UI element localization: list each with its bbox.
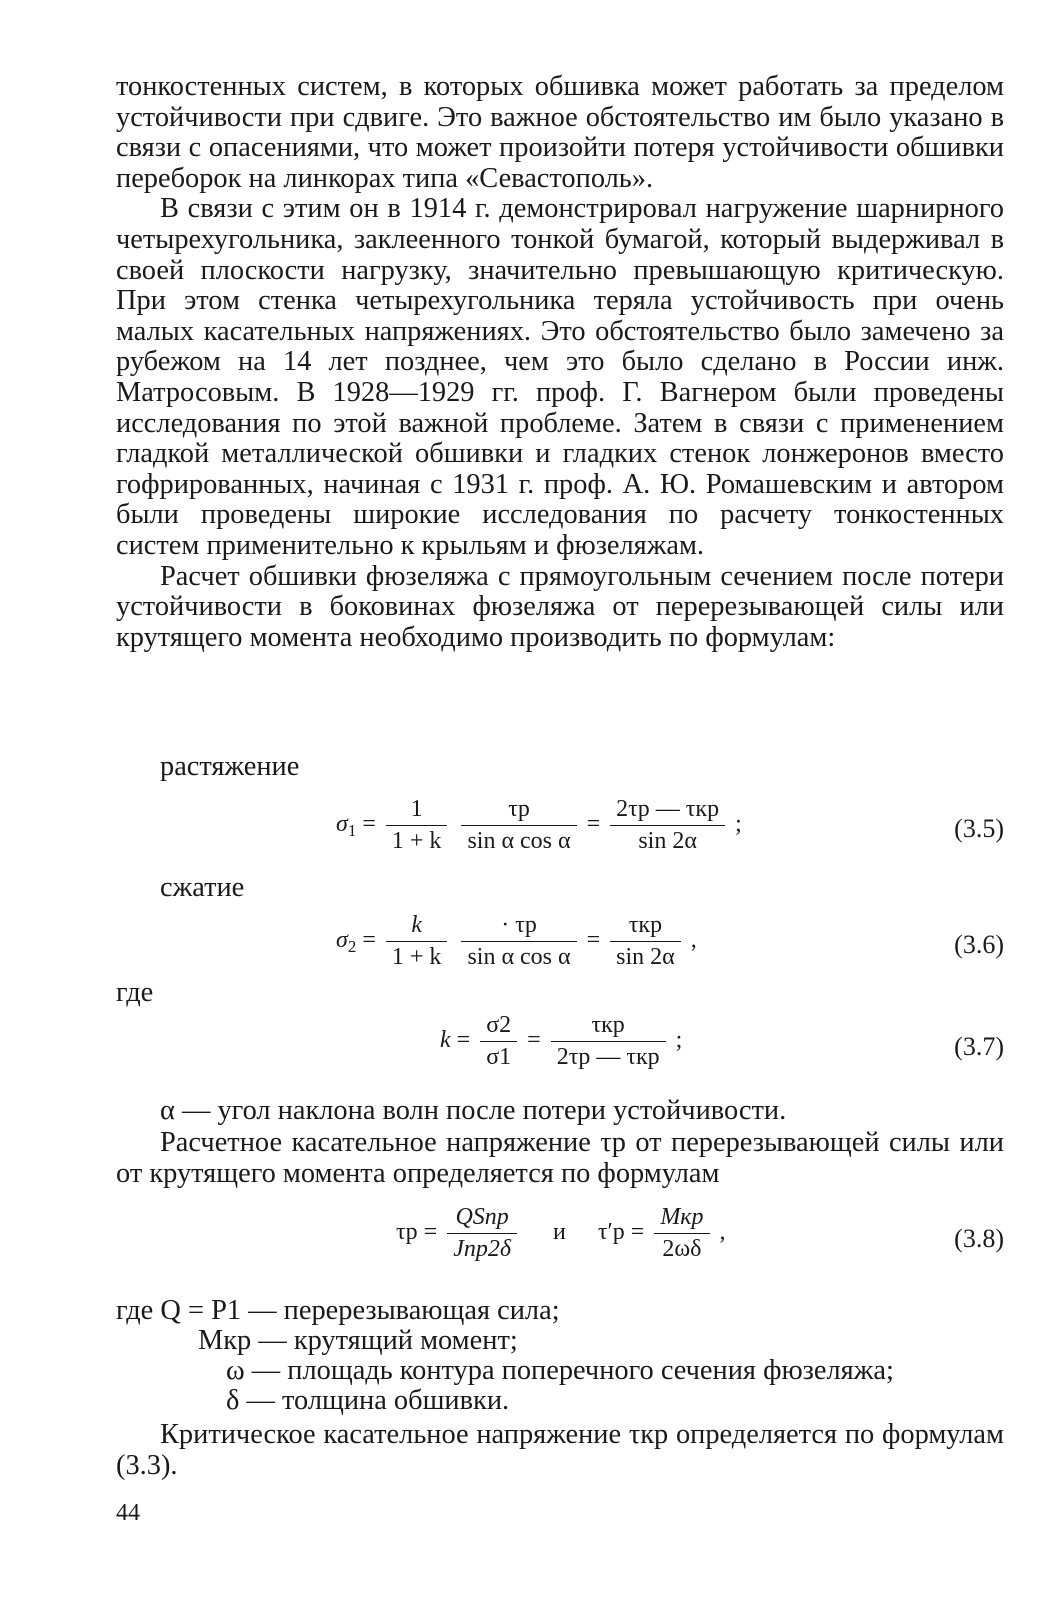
eq36-fraction-1: $\frac{k}{1 + k}$ xyxy=(386,912,448,971)
eq35-fraction-2: $\frac{\tau р}{\text{sin α cos α}}$ xyxy=(461,796,576,855)
label-compression: сжатие xyxy=(160,872,245,903)
label-where: где xyxy=(116,977,154,1008)
paragraph-6: Критическое касательное напряжение τкр определяется по формулам (3.3). xyxy=(116,1419,1004,1481)
eq35-fraction-3: $\frac{\text{2τр — τкр}}{\sin 2\alpha}$ xyxy=(610,796,725,855)
eq37-lhs: k xyxy=(440,1027,451,1054)
paragraph-2: В связи с этим он в 1914 г. демонстрировал нагружение шарнирного четырехугольника, заклеенного тонкой бумагой, который выдерживал в своей плоскости нагрузку, значительно превышающую критическую. При этом стенка четырехугольника теряла устойчивость при очень малых касательных напряжениях. Это обстоятельство было замечено за рубежом на 14 лет позднее, чем это было сделано в России инж. Матросовым. В 1928—1929 гг. проф. Г. Вагнером были проведены исследования по этой важной проблеме. Затем в связи с применением гладкой металлической обшивки и гладких стенок лонжеронов вместо гофрированных, начиная с 1931 г. проф. А. Ю. Ромашевским и автором были проведены широкие исследования по расчету тонкостенных систем применительно к крыльям и фюзеляжам. xyxy=(116,193,1004,561)
equation-3-6: $\sigma_2$ = $\frac{k}{1 + k}$ $\frac{\cdot \tau р}{\text{sin α cos α}}$ = $\frac{\text{τкр}}{\sin 2\alpha}$ , (3.6) xyxy=(336,912,1004,970)
eq38-lhs-2: τ′р xyxy=(597,1219,625,1246)
definition-row: ω — площадь контура поперечного сечения фюзеляжа; xyxy=(226,1355,894,1386)
definition-row: где Q = P1 — перерезывающая сила; xyxy=(116,1295,560,1326)
paragraph-1: тонкостенных систем, в которых обшивка может работать за пределом устойчивости при сдвиге. Это важное обстоятельство им было указано в связи с опасениями, что может произойти потеря устойчивости обшивки переборок на линкорах типа «Севастополь». xyxy=(116,71,1004,194)
equation-3-5: $\sigma_1$ = $\frac{1}{1 + k}$ $\frac{\tau р}{\text{sin α cos α}}$ = $\frac{\text{2τр — τкр}}{\sin 2\alpha}$ ; (3.5) xyxy=(336,796,1004,854)
definition-row: Mкр — крутящий момент; xyxy=(198,1325,518,1356)
paragraph-alpha-definition: α — угол наклона волн после потери устойчивости. xyxy=(160,1095,787,1126)
definitions-list xyxy=(116,1296,894,1416)
eq36-number: (3.6) xyxy=(954,930,1004,959)
eq35-lhs: $\sigma_1$ xyxy=(336,811,357,841)
eq38-lhs-1: τр xyxy=(396,1219,418,1246)
definition-row: δ — толщина обшивки. xyxy=(226,1385,510,1416)
eq37-number: (3.7) xyxy=(954,1032,1004,1061)
equation-3-7: k = $\frac{\sigma 2}{\sigma 1}$ = $\frac{\text{τкр}}{\text{2τр — τкр}}$ ; (3.7) xyxy=(440,1012,1004,1070)
paragraph-5: Расчетное касательное напряжение τр от перерезывающей силы или от крутящего момента определяется по формулам xyxy=(116,1127,1004,1189)
eq37-fraction-1: $\frac{\sigma 2}{\sigma 1}$ xyxy=(480,1012,517,1071)
eq37-fraction-2: $\frac{\text{τкр}}{\text{2τр — τкр}}$ xyxy=(551,1012,666,1071)
label-tension: растяжение xyxy=(160,751,300,782)
eq36-fraction-3: $\frac{\text{τкр}}{\sin 2\alpha}$ xyxy=(610,912,681,971)
eq35-number: (3.5) xyxy=(954,814,1004,843)
eq36-fraction-2: $\frac{\cdot \tau р}{\text{sin α cos α}}$ xyxy=(461,912,576,971)
eq38-number: (3.8) xyxy=(954,1224,1004,1253)
page-text-block xyxy=(116,72,1004,653)
equation-3-8: τр = $\frac{\text{QSпр}}{\text{Jпр2δ}}$ и τ′р = $\frac{\text{Mкр}}{2\omega\delta}$ , (3.8) xyxy=(396,1204,1004,1262)
page-number: 44 xyxy=(116,1500,140,1526)
eq35-fraction-1: $\frac{1}{1 + k}$ xyxy=(386,796,448,855)
eq38-fraction-1: $\frac{\text{QSпр}}{\text{Jпр2δ}}$ xyxy=(447,1204,517,1263)
eq36-lhs: $\sigma_2$ xyxy=(336,927,357,957)
eq38-fraction-2: $\frac{\text{Mкр}}{2\omega\delta}$ xyxy=(654,1204,709,1263)
eq38-conjunction: и xyxy=(553,1219,566,1246)
paragraph-3: Расчет обшивки фюзеляжа с прямоугольным сечением после потери устойчивости в боковинах фюзеляжа от перерезывающей силы или крутящего момента необходимо производить по формулам: xyxy=(116,560,1004,653)
